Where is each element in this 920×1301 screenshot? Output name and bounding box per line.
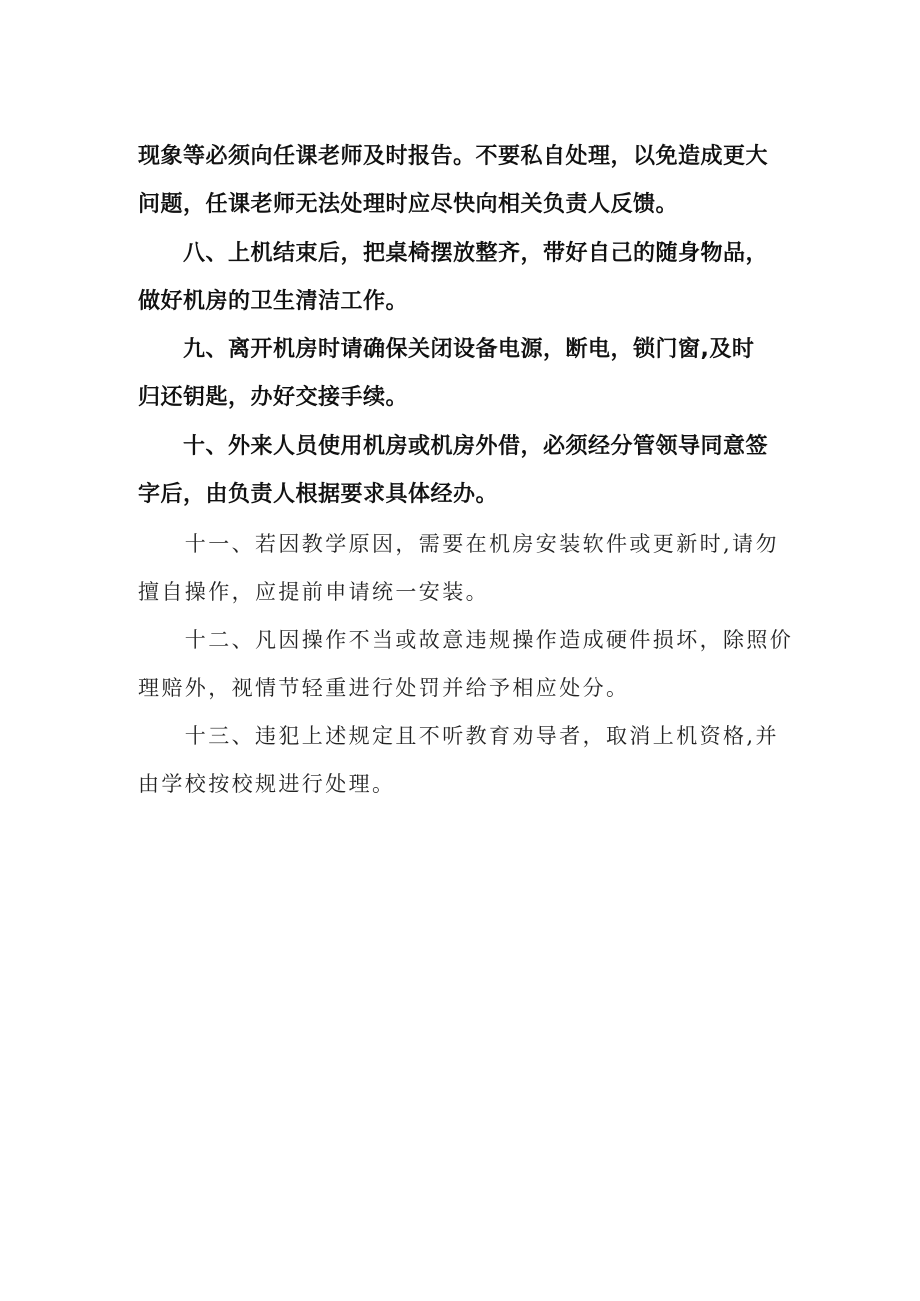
- paragraph-rule-10: 十、外来人员使用机房或机房外借，必须经分管领导同意签 字后，由负责人根据要求具体经办。: [138, 434, 769, 507]
- paragraph-continuation: 现象等必须向任课老师及时报告。不要私自处理，以免造成更大 问题，任课老师无法处理时应尽快向相关负责人反馈。: [138, 144, 769, 217]
- paragraph-rule-11: 十一、若因教学原因，需要在机房安装软件或更新时,请勿 擅自操作，应提前申请统一安装。: [138, 532, 779, 604]
- paragraph-rule-9: 九、离开机房时请确保关闭设备电源，断电，锁门窗,及时 归还钥匙，办好交接手续。: [138, 337, 755, 410]
- paragraph-rule-13: 十三、违犯上述规定且不听教育劝导者，取消上机资格,并 由学校按校规进行处理。: [138, 724, 779, 796]
- paragraph-rule-12: 十二、凡因操作不当或故意违规操作造成硬件损坏，除照价 理赔外，视情节轻重进行处罚并给予相应处分。: [138, 628, 794, 700]
- paragraph-rule-8: 八、上机结束后，把桌椅摆放整齐，带好自己的随身物品， 做好机房的卫生清洁工作。: [138, 241, 769, 314]
